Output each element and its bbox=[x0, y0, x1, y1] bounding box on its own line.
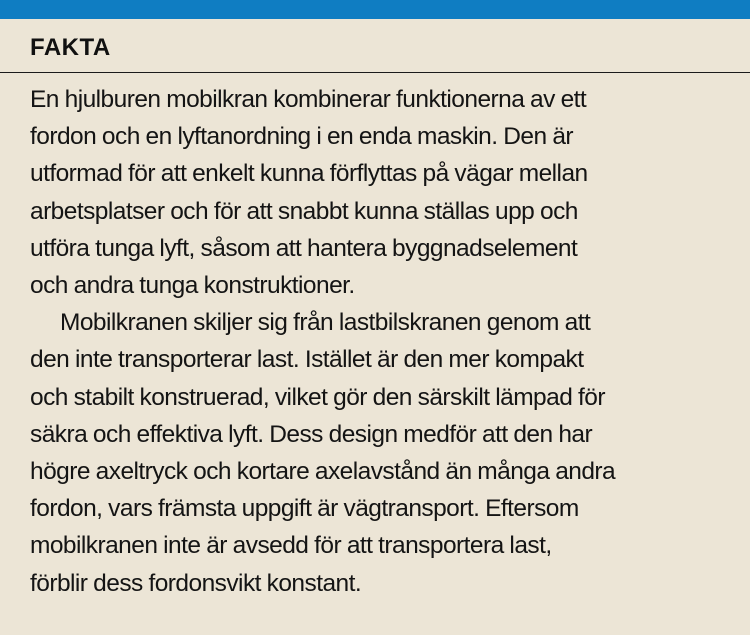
text-line: En hjulburen mobilkran kombinerar funktionerna av ett bbox=[30, 86, 587, 113]
paragraph-1 bbox=[30, 81, 738, 304]
fact-body bbox=[30, 81, 738, 602]
text-line: den inte transporterar last. Istället är den mer kompakt bbox=[30, 346, 584, 374]
heading-divider bbox=[0, 72, 750, 73]
text-line: och andra tunga konstruktioner. bbox=[30, 272, 355, 300]
text-line: utformad för att enkelt kunna förflyttas på vägar mellan bbox=[30, 160, 588, 188]
text-line: förblir dess fordonsvikt konstant. bbox=[30, 569, 362, 597]
text-line: fordon och en lyftanordning i en enda maskin. Den är bbox=[30, 123, 574, 151]
fact-heading: FAKTA bbox=[30, 34, 111, 61]
text-line: säkra och effektiva lyft. Dess design medför att den har bbox=[30, 420, 593, 448]
text-line: arbetsplatser och för att snabbt kunna ställas upp och bbox=[30, 197, 578, 225]
text-line: och stabilt konstruerad, vilket gör den särskilt lämpad för bbox=[30, 383, 605, 411]
text-line: Mobilkranen skiljer sig från lastbilskranen genom att bbox=[60, 309, 591, 337]
accent-bar bbox=[0, 0, 750, 19]
text-line: mobilkranen inte är avsedd för att transportera last, bbox=[30, 532, 552, 560]
text-line: utföra tunga lyft, såsom att hantera byggnadselement bbox=[30, 234, 578, 262]
text-line: fordon, vars främsta uppgift är vägtransport. Eftersom bbox=[30, 495, 579, 523]
text-line: högre axeltryck och kortare axelavstånd än många andra bbox=[30, 458, 616, 486]
paragraph-2 bbox=[30, 304, 738, 602]
